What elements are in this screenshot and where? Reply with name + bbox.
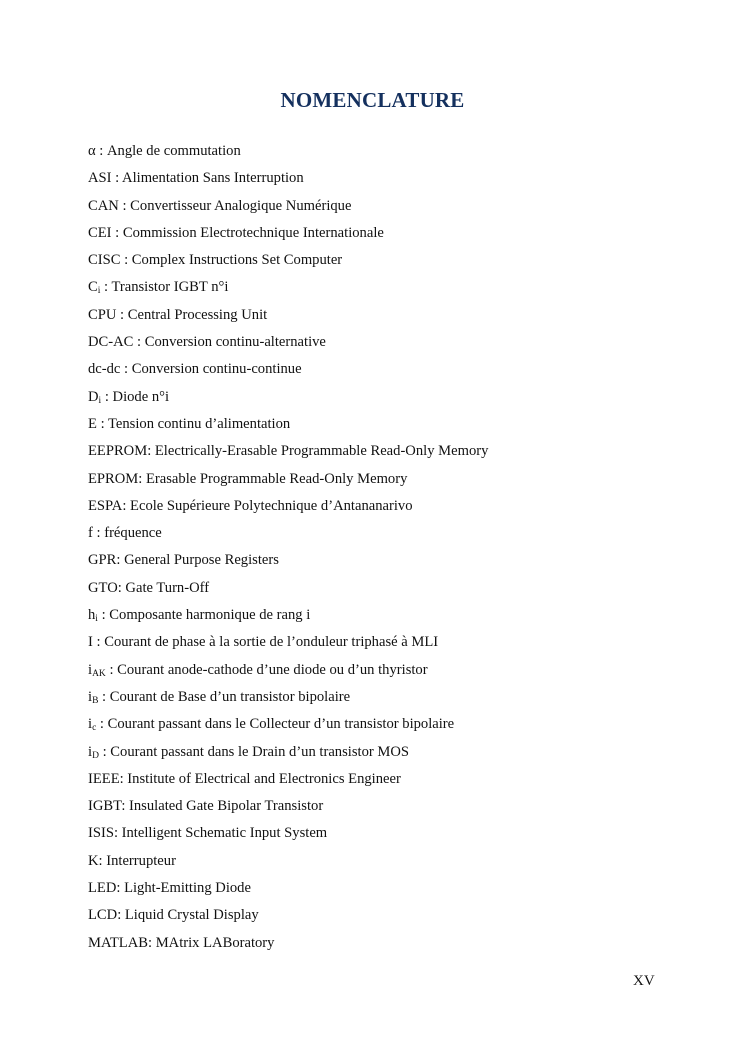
entry-term: LCD: Liquid Crystal Display [88,907,259,924]
entry-definition: : Courant passant dans le Drain d’un transistor MOS [98,743,410,760]
nomenclature-entry [88,577,688,604]
entry-term: K: Interrupteur [88,852,176,869]
entry-term: DC-AC : Conversion continu-alternative [88,334,326,351]
nomenclature-entry [88,331,688,358]
entry-term: GTO: Gate Turn-Off [88,579,210,596]
nomenclature-entry [88,904,688,931]
entry-subscript: c [92,723,97,734]
entry-definition: : Courant passant dans le Collecteur d’un transistor bipolaire [96,716,455,733]
nomenclature-entry [88,877,688,904]
nomenclature-entry [88,795,688,822]
entry-subscript: i [95,614,98,625]
nomenclature-entry [88,440,688,467]
nomenclature-list [88,140,688,959]
entry-definition: : Transistor IGBT n°i [100,279,229,296]
nomenclature-entry [88,386,688,413]
nomenclature-entry [88,358,688,385]
entry-term: h [88,607,96,624]
nomenclature-entry [88,522,688,549]
nomenclature-entry [88,686,688,713]
entry-term: α : Angle de commutation [88,143,241,159]
nomenclature-entry [88,167,688,194]
nomenclature-entry [88,822,688,849]
entry-subscript: AK [92,668,106,679]
nomenclature-entry [88,850,688,877]
page-number: XV [633,973,655,989]
nomenclature-entry [88,195,688,222]
entry-term: IEEE: Institute of Electrical and Electronics Engineer [88,770,401,787]
entry-term: D [88,388,99,405]
nomenclature-entry [88,659,688,686]
entry-term: GPR: General Purpose Registers [88,552,279,569]
entry-term: CISC : Complex Instructions Set Computer [88,252,343,269]
nomenclature-entry [88,713,688,740]
nomenclature-entry [88,413,688,440]
entry-term: ESPA: Ecole Supérieure Polytechnique d’Antananarivo [88,497,413,514]
entry-term: IGBT: Insulated Gate Bipolar Transistor [88,798,324,815]
entry-subscript: B [92,695,99,706]
entry-term: CEI : Commission Electrotechnique Internationale [88,224,384,241]
nomenclature-entry [88,549,688,576]
entry-subscript: i [98,395,102,406]
nomenclature-entry [88,249,688,276]
entry-term: EEPROM: Electrically-Erasable Programmable Read-Only Memory [88,443,489,460]
entry-definition: : Composante harmonique de rang i [97,607,311,624]
entry-definition: : Diode n°i [101,388,170,405]
nomenclature-entry [88,932,688,959]
nomenclature-entry [88,468,688,495]
nomenclature-entry [88,304,688,331]
page-title: NOMENCLATURE [280,88,465,112]
entry-definition: : Courant anode-cathode d’une diode ou d’un thyristor [105,661,428,678]
entry-term: f : fréquence [88,525,162,542]
entry-term: E : Tension continu d’alimentation [88,415,291,432]
entry-term: CAN : Convertisseur Analogique Numérique [88,197,352,214]
entry-term: EPROM: Erasable Programmable Read-Only Memory [88,470,408,487]
entry-term: CPU : Central Processing Unit [88,306,268,323]
entry-term: i [88,661,93,678]
entry-term: ISIS: Intelligent Schematic Input System [88,825,328,842]
nomenclature-entry [88,222,688,249]
entry-term: MATLAB: MAtrix LABoratory [88,934,275,951]
entry-term: LED: Light-Emitting Diode [88,880,251,897]
entry-term: I : Courant de phase à la sortie de l’onduleur triphasé à MLI [88,634,439,651]
entry-term: i [88,688,93,705]
nomenclature-entry [88,495,688,522]
entry-subscript: i [97,286,101,297]
nomenclature-entry [88,140,688,167]
nomenclature-entry [88,604,688,631]
entry-term: dc-dc : Conversion continu-continue [88,361,302,378]
nomenclature-entry [88,768,688,795]
entry-term: C [88,279,98,296]
nomenclature-entry [88,631,688,658]
nomenclature-entry [88,276,688,303]
entry-term: i [88,743,93,760]
entry-definition: : Courant de Base d’un transistor bipolaire [98,688,351,705]
entry-term: ASI : Alimentation Sans Interruption [88,170,304,187]
nomenclature-entry [88,741,688,768]
entry-term: i [88,716,93,733]
entry-subscript: D [92,750,99,761]
